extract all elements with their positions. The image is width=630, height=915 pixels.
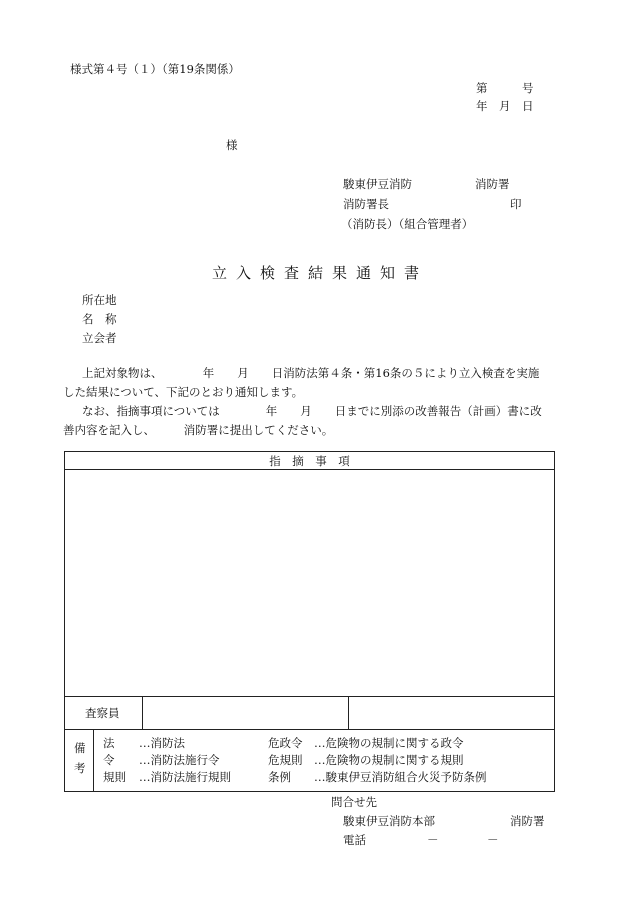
reference-abbr-2: 危規則 — [268, 753, 303, 767]
reference-desc: …消防法 — [139, 736, 185, 750]
contact-phone-dash-2: － — [487, 833, 499, 847]
contact-label: 問合せ先 — [331, 795, 377, 809]
inspector-field-1[interactable] — [143, 697, 348, 729]
sender-station-suffix: 消防署 — [475, 177, 510, 191]
reference-abbr-2: 条例 — [268, 770, 291, 784]
remarks-label-2: 考 — [74, 761, 86, 775]
body-line-3: なお、指摘事項については 年 月 日までに別添の改善報告（計画）書に改 — [82, 404, 542, 418]
form-number-label: 様式第４号（１）（第19条関係） — [70, 62, 240, 76]
remarks-divider — [93, 729, 94, 791]
date-label: 年 月 日 — [476, 99, 534, 113]
name-label: 名 称 — [82, 312, 117, 326]
reference-desc-2: …駿東伊豆消防組合火災予防条例 — [314, 770, 487, 784]
document-title: 立入検査結果通知書 — [212, 264, 429, 282]
sender-organization: 駿東伊豆消防 — [343, 177, 412, 191]
reference-abbr: 規則 — [103, 770, 126, 784]
body-line-4: 善内容を記入し、 消防署に提出してください。 — [63, 423, 334, 437]
reference-abbr: 法 — [103, 736, 115, 750]
findings-header: 指 摘 事 項 — [269, 454, 350, 468]
body-line-1: 上記対象物は、 年 月 日消防法第４条・第16条の５により立入検査を実施 — [82, 366, 540, 380]
addressee-honorific: 様 — [226, 138, 238, 152]
location-label: 所在地 — [82, 293, 117, 307]
reference-abbr-2: 危政令 — [268, 736, 303, 750]
body-line-2: した結果について、下記のとおり通知します。 — [63, 385, 304, 399]
inspector-label: 査察員 — [85, 706, 120, 720]
reference-desc-2: …危険物の規制に関する政令 — [314, 736, 464, 750]
contact-organization: 駿東伊豆消防本部 — [343, 814, 435, 828]
sender-chief-title: 消防署長 — [343, 197, 389, 211]
contact-phone-label: 電話 — [343, 833, 366, 847]
inspector-field-2[interactable] — [349, 697, 554, 729]
witness-label: 立会者 — [82, 331, 117, 345]
remarks-label-1: 備 — [74, 741, 86, 755]
inspector-divider — [65, 729, 554, 730]
reference-desc: …消防法施行令 — [139, 753, 220, 767]
findings-table — [64, 451, 555, 792]
findings-area[interactable] — [65, 470, 554, 696]
sender-role-note: （消防長）（組合管理者） — [341, 217, 474, 231]
reference-abbr: 令 — [103, 753, 115, 767]
contact-phone-dash-1: － — [427, 833, 439, 847]
seal-mark: 印 — [510, 197, 522, 211]
contact-station-suffix: 消防署 — [510, 814, 545, 828]
reference-desc-2: …危険物の規制に関する規則 — [314, 753, 464, 767]
document-number-label: 第 号 — [476, 81, 534, 95]
reference-desc: …消防法施行規則 — [139, 770, 231, 784]
